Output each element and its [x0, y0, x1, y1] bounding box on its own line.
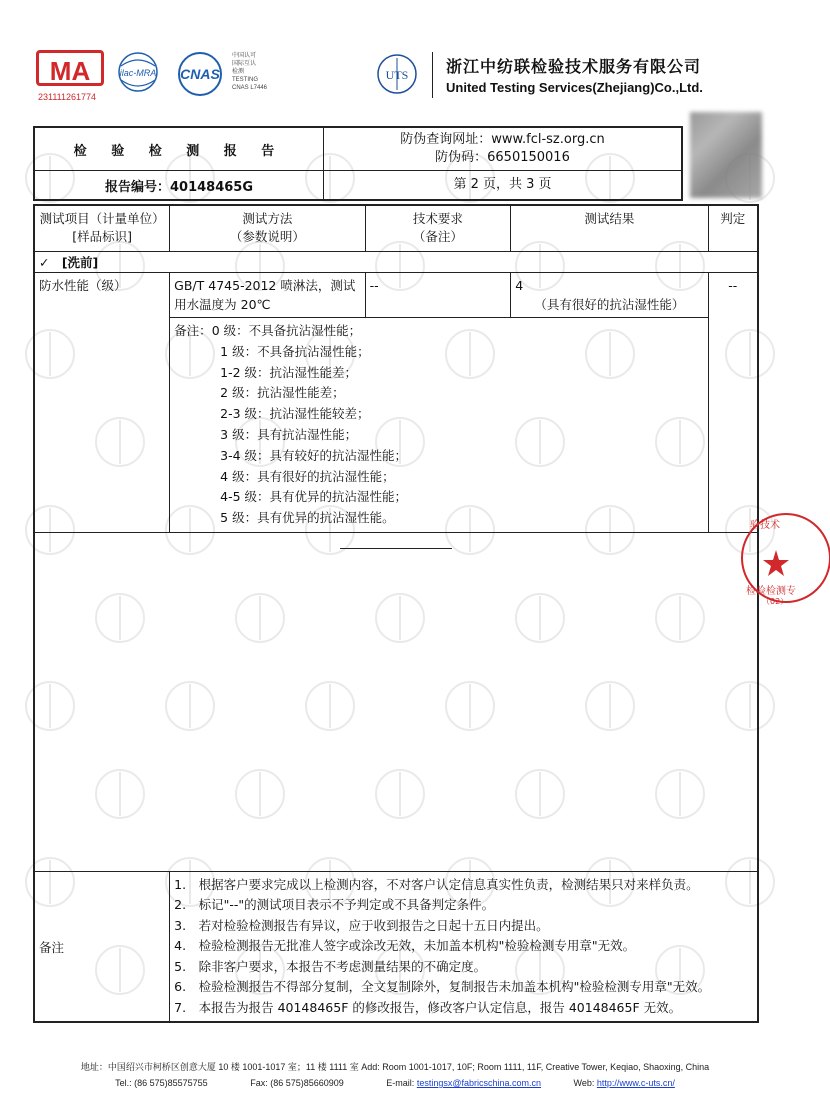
- cnas-text-line: 国际互认: [232, 61, 257, 67]
- remarks-label: 备注: [34, 871, 170, 1022]
- row-method-line: GB/T 4745-2012 喷淋法，测试: [174, 278, 356, 293]
- row-item: 防水性能（级）: [34, 273, 170, 533]
- cnas-logo: [170, 52, 230, 96]
- footer-tel: Tel.: (86 575)85575755: [115, 1078, 208, 1088]
- footer-web-label: Web:: [573, 1078, 597, 1088]
- note-item: 2 级：抗沾湿性能差；: [220, 385, 345, 401]
- row-result-desc: （具有很好的抗沾湿性能）: [534, 297, 685, 312]
- blank-row: [34, 532, 758, 871]
- verify-url[interactable]: www.fcl-sz.org.cn: [491, 132, 605, 147]
- remark-item: 3. 若对检验检测报告有异议，应于收到报告之日起十五日内提出。: [174, 917, 549, 933]
- footer-fax: Fax: (86 575)85660909: [250, 1078, 344, 1088]
- cnas-text: [232, 52, 267, 92]
- cnas-text-line: 中国认可: [232, 53, 257, 59]
- header-result-label: 测试结果: [584, 211, 635, 226]
- note-item: 3-4 级：具有较好的抗沾湿性能；: [220, 447, 408, 463]
- remarks-list: [170, 871, 758, 1022]
- note-item: 3 级：具有抗沾湿性能；: [220, 426, 358, 442]
- remark-item: 6. 检验检测报告不得部分复制，全文复制除外，复制报告未加盖本机构"检验检测专用章"无效。: [174, 979, 711, 995]
- ilac-mra-logo: [112, 52, 164, 96]
- blank-area: [34, 532, 758, 871]
- blurred-qr-code: [690, 112, 762, 198]
- header-judge-label: 判定: [720, 211, 746, 226]
- seal-text-top: 验技术: [750, 520, 780, 531]
- test-result-table: [33, 204, 759, 1023]
- row-judge: --: [708, 273, 758, 533]
- header-method: [170, 205, 365, 252]
- header-method-sub: （参数说明）: [229, 229, 305, 244]
- cnas-text-line: 检测: [232, 69, 245, 75]
- report-number: [34, 171, 324, 201]
- notes-label: 备注：: [174, 323, 212, 338]
- footer-web-link[interactable]: http://www.c-uts.cn/: [596, 1078, 675, 1088]
- seal-stamp: [740, 510, 830, 606]
- cnas-text-line: TESTING: [232, 77, 259, 83]
- row-method-line: 用水温度为 20℃: [174, 297, 271, 312]
- verify-info: [324, 127, 683, 171]
- verify-code-label: 防伪码：: [435, 150, 488, 165]
- note-item: 5 级：具有优异的抗沾湿性能。: [220, 510, 395, 526]
- remark-item: 2. 标记"--"的测试项目表示不予判定或不具备判定条件。: [174, 897, 495, 913]
- header-item-sub: [样品标识]: [72, 229, 132, 244]
- section-row: [34, 252, 758, 273]
- header-judge: [708, 205, 758, 252]
- row-method: [170, 273, 365, 318]
- verify-code: 6650150016: [487, 150, 570, 165]
- report-number-label: 报告编号：: [104, 179, 170, 195]
- note-item: 4-5 级：具有优异的抗沾湿性能；: [220, 489, 408, 505]
- row-result: [511, 273, 708, 318]
- remark-item: 7. 本报告为报告 40148465F 的修改报告，修改客户认定信息，报告 40148465F 无效。: [174, 999, 682, 1015]
- ma-logo: MA: [36, 50, 104, 86]
- remark-item: 1. 根据客户要求完成以上检测内容，不对客户认定信息真实性负责，检测结果只对来样负责。: [174, 876, 699, 892]
- grade-notes: [170, 318, 708, 533]
- company-name-en: United Testing Services(Zhejiang)Co.,Ltd.: [446, 80, 703, 95]
- page-info: 第 2 页，共 3 页: [324, 171, 683, 201]
- ma-number: 231111261774: [38, 92, 97, 102]
- note-item: 1 级：不具备抗沾湿性能；: [220, 343, 370, 359]
- footer-email-link[interactable]: testingsx@fabricschina.com.cn: [416, 1078, 541, 1088]
- report-info-table: [33, 126, 683, 201]
- section-label: [洗前]: [61, 255, 99, 270]
- header-req-sub: （备注）: [412, 229, 463, 244]
- report-number-value: 40148465G: [169, 179, 254, 195]
- footer-address: 地址：中国绍兴市柯桥区创意大厦 10 楼 1001-1017 室；11 楼 1111 室 Add: Room 1001-1017, 10F; Room 1111, 11F, Creative Tower, Keqiao, Shaoxing, China: [80, 1062, 710, 1072]
- note-item: 2-3 级：抗沾湿性能较差；: [220, 406, 370, 422]
- cnas-logo-text: CNAS: [180, 66, 220, 82]
- header-req-label: 技术要求: [412, 211, 463, 226]
- remarks-row: [34, 871, 758, 1022]
- remark-item: 4. 检验检测报告无批准人签字或涂改无效，未加盖本机构"检验检测专用章"无效。: [174, 938, 636, 954]
- header-method-label: 测试方法: [242, 211, 293, 226]
- table-header-row: [34, 205, 758, 252]
- seal-text-bottom: 检验检测专: [746, 586, 796, 597]
- verify-url-label: 防伪查询网址：: [400, 132, 492, 147]
- footer-contact: [0, 1078, 790, 1088]
- remark-item: 5. 除非客户要求，本报告不考虑测量结果的不确定度。: [174, 958, 487, 974]
- header-result: [511, 205, 708, 252]
- note-item: 0 级：不具备抗沾湿性能；: [211, 323, 362, 338]
- header-divider: [432, 52, 433, 98]
- report-title: 检 验 检 测 报 告: [34, 127, 324, 171]
- footer-email-label: E-mail:: [386, 1078, 417, 1088]
- header-item-label: 测试项目（计量单位）: [39, 211, 165, 226]
- cnas-text-line: CNAS L7446: [232, 85, 268, 91]
- check-icon: ✓: [39, 255, 50, 270]
- header-item: [34, 205, 170, 252]
- row-req: --: [365, 273, 511, 318]
- note-item: 1-2 级：抗沾湿性能差；: [220, 364, 358, 380]
- header-req: [365, 205, 511, 252]
- row-result-value: 4: [515, 278, 524, 293]
- ilac-logo-text: ilac-MRA: [119, 68, 157, 78]
- table-row: [34, 273, 758, 318]
- note-item: 4 级：具有很好的抗沾湿性能；: [220, 468, 395, 484]
- end-line: [340, 548, 452, 549]
- uts-logo: [372, 52, 422, 100]
- company-name-cn: 浙江中纺联检验技术服务有限公司: [446, 57, 702, 76]
- seal-code: （02）: [762, 597, 789, 606]
- uts-logo-text: UTS: [385, 68, 409, 82]
